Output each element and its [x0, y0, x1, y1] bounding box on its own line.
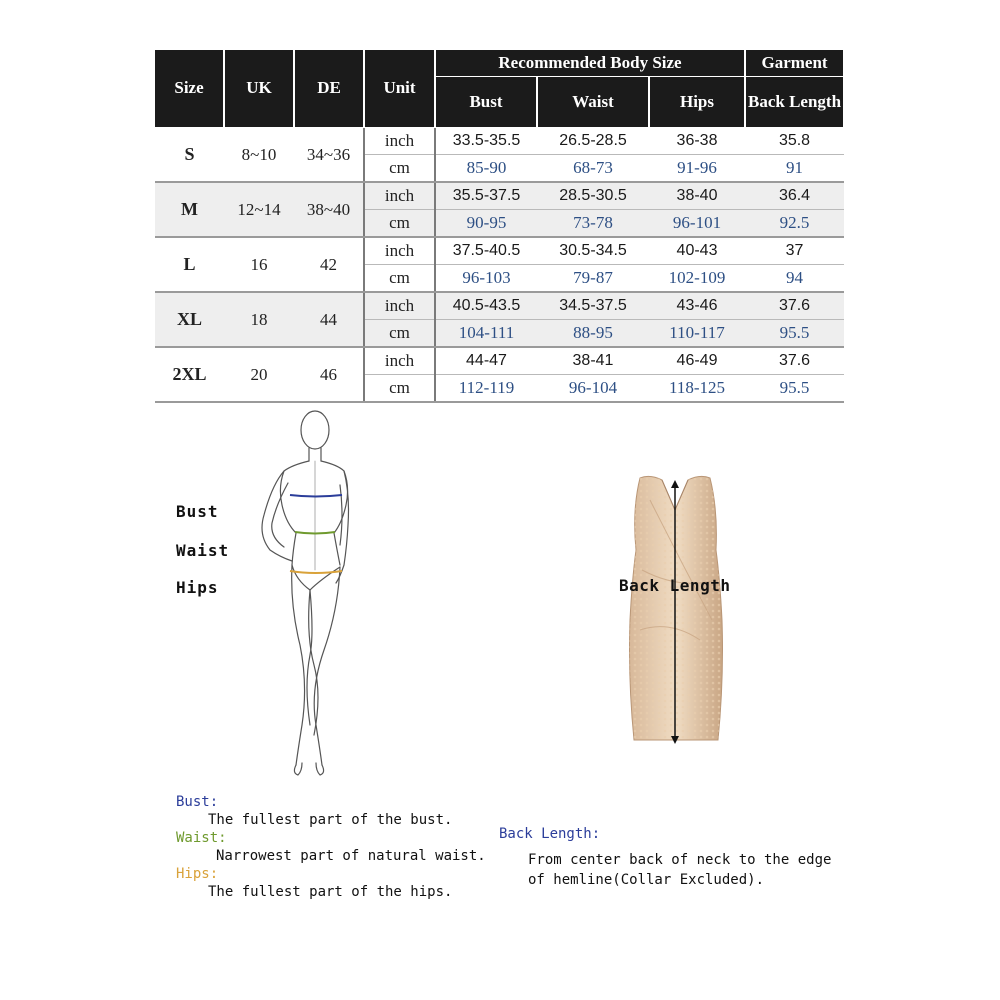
unit-cell: inch — [364, 292, 435, 320]
back-length-value: 36.4 — [745, 182, 844, 210]
uk-cell: 12~14 — [224, 182, 294, 237]
waist-value: 79-87 — [537, 265, 649, 293]
bust-value: 33.5-35.5 — [435, 128, 537, 155]
bust-definition-title: Bust: — [176, 794, 219, 810]
hips-value: 40-43 — [649, 237, 745, 265]
hips-measure-line — [290, 571, 342, 573]
waist-value: 88-95 — [537, 320, 649, 348]
waist-value: 96-104 — [537, 375, 649, 403]
unit-cell: inch — [364, 237, 435, 265]
back-length-value: 37.6 — [745, 347, 844, 375]
hips-value: 102-109 — [649, 265, 745, 293]
hips-value: 46-49 — [649, 347, 745, 375]
header-recommended-body-size: Recommended Body Size — [435, 50, 745, 77]
de-cell: 46 — [294, 347, 364, 402]
waist-value: 38-41 — [537, 347, 649, 375]
back-length-value: 92.5 — [745, 210, 844, 238]
unit-cell: cm — [364, 210, 435, 238]
waist-definition-title: Waist: — [176, 830, 227, 846]
unit-cell: cm — [364, 375, 435, 403]
waist-value: 30.5-34.5 — [537, 237, 649, 265]
waist-value: 28.5-30.5 — [537, 182, 649, 210]
header-hips: Hips — [649, 77, 745, 128]
header-garment: Garment — [745, 50, 844, 77]
hips-value: 43-46 — [649, 292, 745, 320]
uk-cell: 8~10 — [224, 128, 294, 183]
hips-definition-title: Hips: — [176, 866, 219, 882]
de-cell: 44 — [294, 292, 364, 347]
size-cell: L — [155, 237, 224, 292]
header-back-length: Back Length — [745, 77, 844, 128]
header-waist: Waist — [537, 77, 649, 128]
uk-cell: 20 — [224, 347, 294, 402]
bust-definition-text: The fullest part of the bust. — [208, 812, 453, 828]
unit-cell: cm — [364, 155, 435, 183]
uk-cell: 16 — [224, 237, 294, 292]
hips-value: 38-40 — [649, 182, 745, 210]
back-length-label: Back Length — [619, 576, 731, 595]
unit-cell: inch — [364, 182, 435, 210]
de-cell: 34~36 — [294, 128, 364, 183]
hips-value: 118-125 — [649, 375, 745, 403]
header-unit: Unit — [364, 50, 435, 128]
back-length-definition-text-2: of hemline(Collar Excluded). — [528, 872, 765, 888]
unit-cell: inch — [364, 128, 435, 155]
hips-value: 110-117 — [649, 320, 745, 348]
de-cell: 38~40 — [294, 182, 364, 237]
body-figure-illustration — [240, 405, 380, 785]
bust-value: 90-95 — [435, 210, 537, 238]
uk-cell: 18 — [224, 292, 294, 347]
sequin-dress-image — [620, 470, 730, 750]
size-chart-table — [155, 50, 845, 403]
size-cell: XL — [155, 292, 224, 347]
waist-label: Waist — [176, 541, 230, 560]
back-length-value: 37 — [745, 237, 844, 265]
bust-value: 112-119 — [435, 375, 537, 403]
unit-cell: cm — [364, 320, 435, 348]
bust-value: 44-47 — [435, 347, 537, 375]
bust-value: 37.5-40.5 — [435, 237, 537, 265]
waist-value: 73-78 — [537, 210, 649, 238]
back-length-value: 95.5 — [745, 320, 844, 348]
bust-value: 96-103 — [435, 265, 537, 293]
back-length-value: 37.6 — [745, 292, 844, 320]
back-length-value: 95.5 — [745, 375, 844, 403]
back-length-value: 35.8 — [745, 128, 844, 155]
header-size: Size — [155, 50, 224, 128]
back-length-value: 91 — [745, 155, 844, 183]
size-cell: 2XL — [155, 347, 224, 402]
hips-definition-text: The fullest part of the hips. — [208, 884, 453, 900]
bust-value: 85-90 — [435, 155, 537, 183]
unit-cell: inch — [364, 347, 435, 375]
back-length-value: 94 — [745, 265, 844, 293]
hips-value: 91-96 — [649, 155, 745, 183]
header-de: DE — [294, 50, 364, 128]
de-cell: 42 — [294, 237, 364, 292]
bust-value: 104-111 — [435, 320, 537, 348]
size-cell: S — [155, 128, 224, 183]
waist-definition-text: Narrowest part of natural waist. — [216, 848, 486, 864]
hips-value: 96-101 — [649, 210, 745, 238]
bust-value: 35.5-37.5 — [435, 182, 537, 210]
waist-value: 26.5-28.5 — [537, 128, 649, 155]
bust-measure-line — [290, 495, 342, 497]
bust-label: Bust — [176, 502, 219, 521]
back-length-definition-title: Back Length: — [499, 826, 601, 842]
hips-value: 36-38 — [649, 128, 745, 155]
back-length-definition-text-1: From center back of neck to the edge — [528, 852, 832, 868]
waist-value: 68-73 — [537, 155, 649, 183]
header-bust: Bust — [435, 77, 537, 128]
unit-cell: cm — [364, 265, 435, 293]
hips-label: Hips — [176, 578, 219, 597]
header-uk: UK — [224, 50, 294, 128]
bust-value: 40.5-43.5 — [435, 292, 537, 320]
size-cell: M — [155, 182, 224, 237]
waist-value: 34.5-37.5 — [537, 292, 649, 320]
